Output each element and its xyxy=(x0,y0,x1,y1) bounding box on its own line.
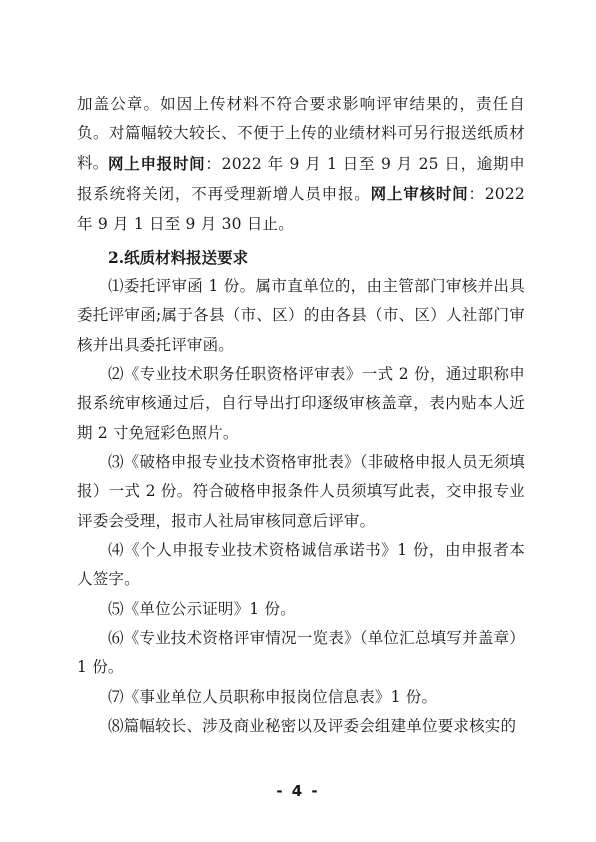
online-apply-time-label: 网上申报时间 xyxy=(108,154,206,173)
list-item-2: ⑵《专业技术职务任职资格评审表》一式 2 份，通过职称申报系统审核通过后，自行导出打印逐级审核盖章，表内贴本人近期 2 寸免冠彩色照片。 xyxy=(77,365,525,442)
paragraph-continuation: 加盖公章。如因上传材料不符合要求影响评审结果的，责任自负。对篇幅较大较长、不便于上传的业绩材料可另行报送纸质材料。 xyxy=(77,95,525,172)
list-item-7: ⑺《事业单位人员职称申报岗位信息表》1 份。 xyxy=(108,688,438,706)
list-item-4: ⑷《个人申报专业技术资格诚信承诺书》1 份，由申报者本人签字。 xyxy=(77,541,525,589)
online-apply-time-text: ：2022 年 9 月 1 日至 9 月 25 日，逾期申报系统将关闭，不再受理新增人员申报。 xyxy=(77,155,525,204)
list-item-6: ⑹《专业技术资格评审情况一览表》（单位汇总填写并盖章）1 份。 xyxy=(77,629,525,677)
list-item-1: ⑴委托评审函 1 份。属市直单位的，由主管部门审核并出具委托评审函;属于各县（市、区）的由各县（市、区）人社部门审核并出具委托评审函。 xyxy=(77,277,525,354)
section-heading: 2.纸质材料报送要求 xyxy=(108,248,249,267)
paragraph-online-time xyxy=(77,149,525,239)
page-number: - 4 - xyxy=(276,782,320,800)
online-review-time-label: 网上审核时间 xyxy=(370,184,469,204)
list-item-5: ⑸《单位公示证明》1 份。 xyxy=(108,600,296,618)
list-item-8: ⑻篇幅较长、涉及商业秘密以及评委会组建单位要求核实的 xyxy=(108,717,517,735)
list-item-3: ⑶《破格申报专业技术资格审批表》（非破格申报人员无须填报）一式 2 份。符合破格申报条件人员须填写此表，交申报专业评委会受理，报市人社局审核同意后评审。 xyxy=(77,453,525,530)
online-review-time-text: ：2022 年 9 月 1 日至 9 月 30 日止。 xyxy=(77,185,525,233)
